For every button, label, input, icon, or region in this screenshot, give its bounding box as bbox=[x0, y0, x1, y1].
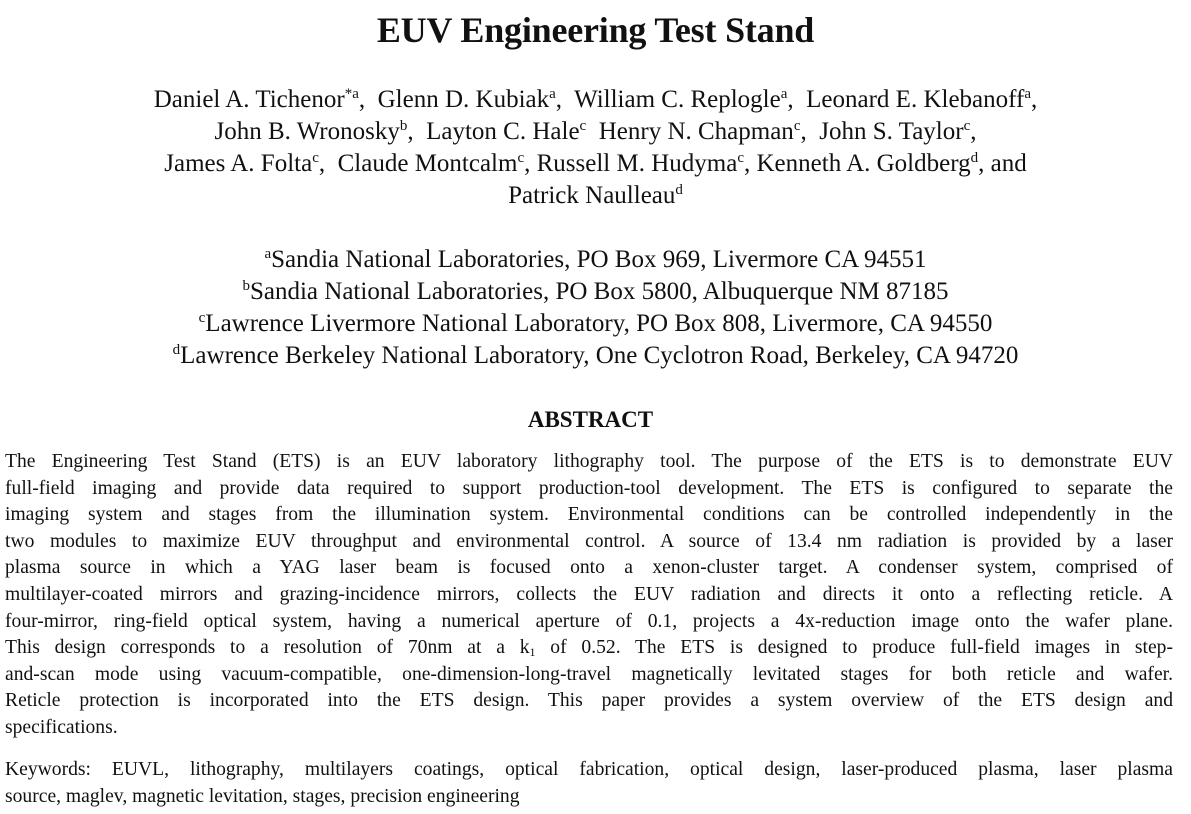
affiliation bbox=[0, 244, 1191, 276]
affiliation-mark: c bbox=[579, 118, 587, 134]
keywords bbox=[5, 757, 1173, 810]
author: John B. Wronosky bbox=[214, 118, 400, 145]
affiliation-mark: a bbox=[549, 86, 556, 102]
affiliation-mark: c bbox=[737, 150, 744, 166]
abstract-heading: ABSTRACT bbox=[527, 407, 654, 432]
keywords-line: Keywords: EUVL, lithography, multilayers coatings, optical fabrication, optical design, laser-produced plasma, laser plasma bbox=[5, 759, 1173, 780]
paper-title: EUV Engineering Test Stand bbox=[376, 10, 815, 50]
author: William C. Replogle bbox=[574, 86, 781, 113]
abstract-line: specifications. bbox=[5, 716, 118, 738]
affiliation-mark: c bbox=[793, 118, 801, 134]
abstract-line: plasma source in which a YAG laser beam is focused onto a xenon-cluster target. A condenser system, comprised of bbox=[5, 557, 1173, 579]
author-line-2: John B. Wronosky$^b$, Layton C. Hale$^c$ Henry N. Chapman$^c$, John S. Taylor$^c$, bbox=[214, 118, 977, 145]
author-line-1: Daniel A. Tichenor$^{*a}$, Glenn D. Kubiak$^a$, William C. Replogle$^a$, Leonard E. Klebanoff$^a$, bbox=[153, 86, 1038, 113]
author-line-3: James A. Folta$^c$, Claude Montcalm$^c$, Russell M. Hudyma$^c$, Kenneth A. Goldberg$^d$, and bbox=[164, 150, 1027, 177]
affiliation-mark: c bbox=[517, 150, 525, 166]
affiliation bbox=[0, 340, 1191, 372]
author: Leonard E. Klebanoff bbox=[806, 86, 1025, 113]
abstract-line: The Engineering Test Stand (ETS) is an EUV laboratory lithography tool. The purpose of the ETS is to demonstrate EUV bbox=[5, 451, 1173, 472]
affiliation-mark: a bbox=[780, 86, 788, 102]
affiliation-mark: d bbox=[675, 182, 683, 198]
affiliation-mark: a bbox=[264, 246, 272, 262]
abstract-line: imaging system and stages from the illumination system. Environmental conditions can be controlled independently in the bbox=[5, 504, 1173, 526]
keywords-line: source, maglev, magnetic levitation, stages, precision engineering bbox=[5, 785, 520, 807]
affiliation-mark: b bbox=[242, 278, 250, 294]
affiliation-mark: a bbox=[1024, 86, 1032, 102]
author-line-4 bbox=[0, 180, 1191, 212]
affiliation-text: Sandia National Laboratories, PO Box 969, Livermore CA 94551 bbox=[271, 246, 927, 273]
affiliation-mark: c bbox=[963, 118, 971, 134]
affiliation bbox=[0, 308, 1191, 340]
abstract-line: and-scan mode using vacuum-compatible, one-dimension-long-travel magnetically levitated stages for both reticle and wafer. bbox=[5, 663, 1173, 685]
author: Henry N. Chapman bbox=[598, 118, 794, 145]
author: John S. Taylor bbox=[819, 118, 964, 145]
affiliation-mark: b bbox=[399, 118, 408, 134]
affiliation-text: Lawrence Berkeley National Laboratory, One Cyclotron Road, Berkeley, CA 94720 bbox=[180, 342, 1019, 369]
author: James A. Folta bbox=[164, 150, 313, 177]
author: Patrick Naulleau bbox=[508, 182, 676, 209]
abstract-line: multilayer-coated mirrors and grazing-incidence mirrors, collects the EUV radiation and directs it onto a reflecting reticle. A bbox=[5, 583, 1173, 605]
abstract-line: two modules to maximize EUV throughput and environmental control. A source of 13.4 nm radiation is provided by a laser bbox=[5, 530, 1173, 552]
abstract-line: Reticle protection is incorporated into the ETS design. This paper provides a system overview of the ETS design and bbox=[5, 690, 1173, 712]
author: Layton C. Hale bbox=[426, 118, 580, 145]
author-list bbox=[0, 84, 1191, 212]
abstract-text: of 0.52. The ETS is designed to produce full-field images in step- bbox=[535, 637, 1174, 659]
author: Kenneth A. Goldberg bbox=[756, 150, 971, 177]
affiliation-mark: d bbox=[970, 150, 979, 166]
abstract-line: four-mirror, ring-field optical system, having a numerical aperture of 0.1, projects a 4x-reduction image onto the wafer plane. bbox=[5, 610, 1173, 632]
abstract-line bbox=[5, 635, 1173, 662]
author: Daniel A. Tichenor bbox=[153, 86, 345, 113]
affiliation bbox=[0, 276, 1191, 308]
affiliation-mark: d bbox=[172, 342, 181, 358]
author: Glenn D. Kubiak bbox=[377, 86, 550, 113]
affiliation-mark: c bbox=[198, 310, 206, 326]
authors-conjunction: and bbox=[990, 150, 1027, 177]
author: Russell M. Hudyma bbox=[536, 150, 738, 177]
author: Claude Montcalm bbox=[337, 150, 518, 177]
affiliation-text: Lawrence Livermore National Laboratory, PO Box 808, Livermore, CA 94550 bbox=[205, 310, 993, 337]
affiliation-mark: c bbox=[312, 150, 319, 166]
affiliation-mark: *a bbox=[344, 86, 359, 102]
affiliation-text: Sandia National Laboratories, PO Box 5800, Albuquerque NM 87185 bbox=[249, 278, 949, 305]
affiliation-list bbox=[0, 244, 1191, 372]
subscript: 1 bbox=[529, 645, 536, 660]
abstract-text: This design corresponds to a resolution of 70nm at a k bbox=[5, 637, 530, 659]
abstract-line: full-field imaging and provide data required to support production-tool development. The ETS is configured to separate the bbox=[5, 477, 1173, 499]
abstract-body bbox=[5, 449, 1173, 742]
